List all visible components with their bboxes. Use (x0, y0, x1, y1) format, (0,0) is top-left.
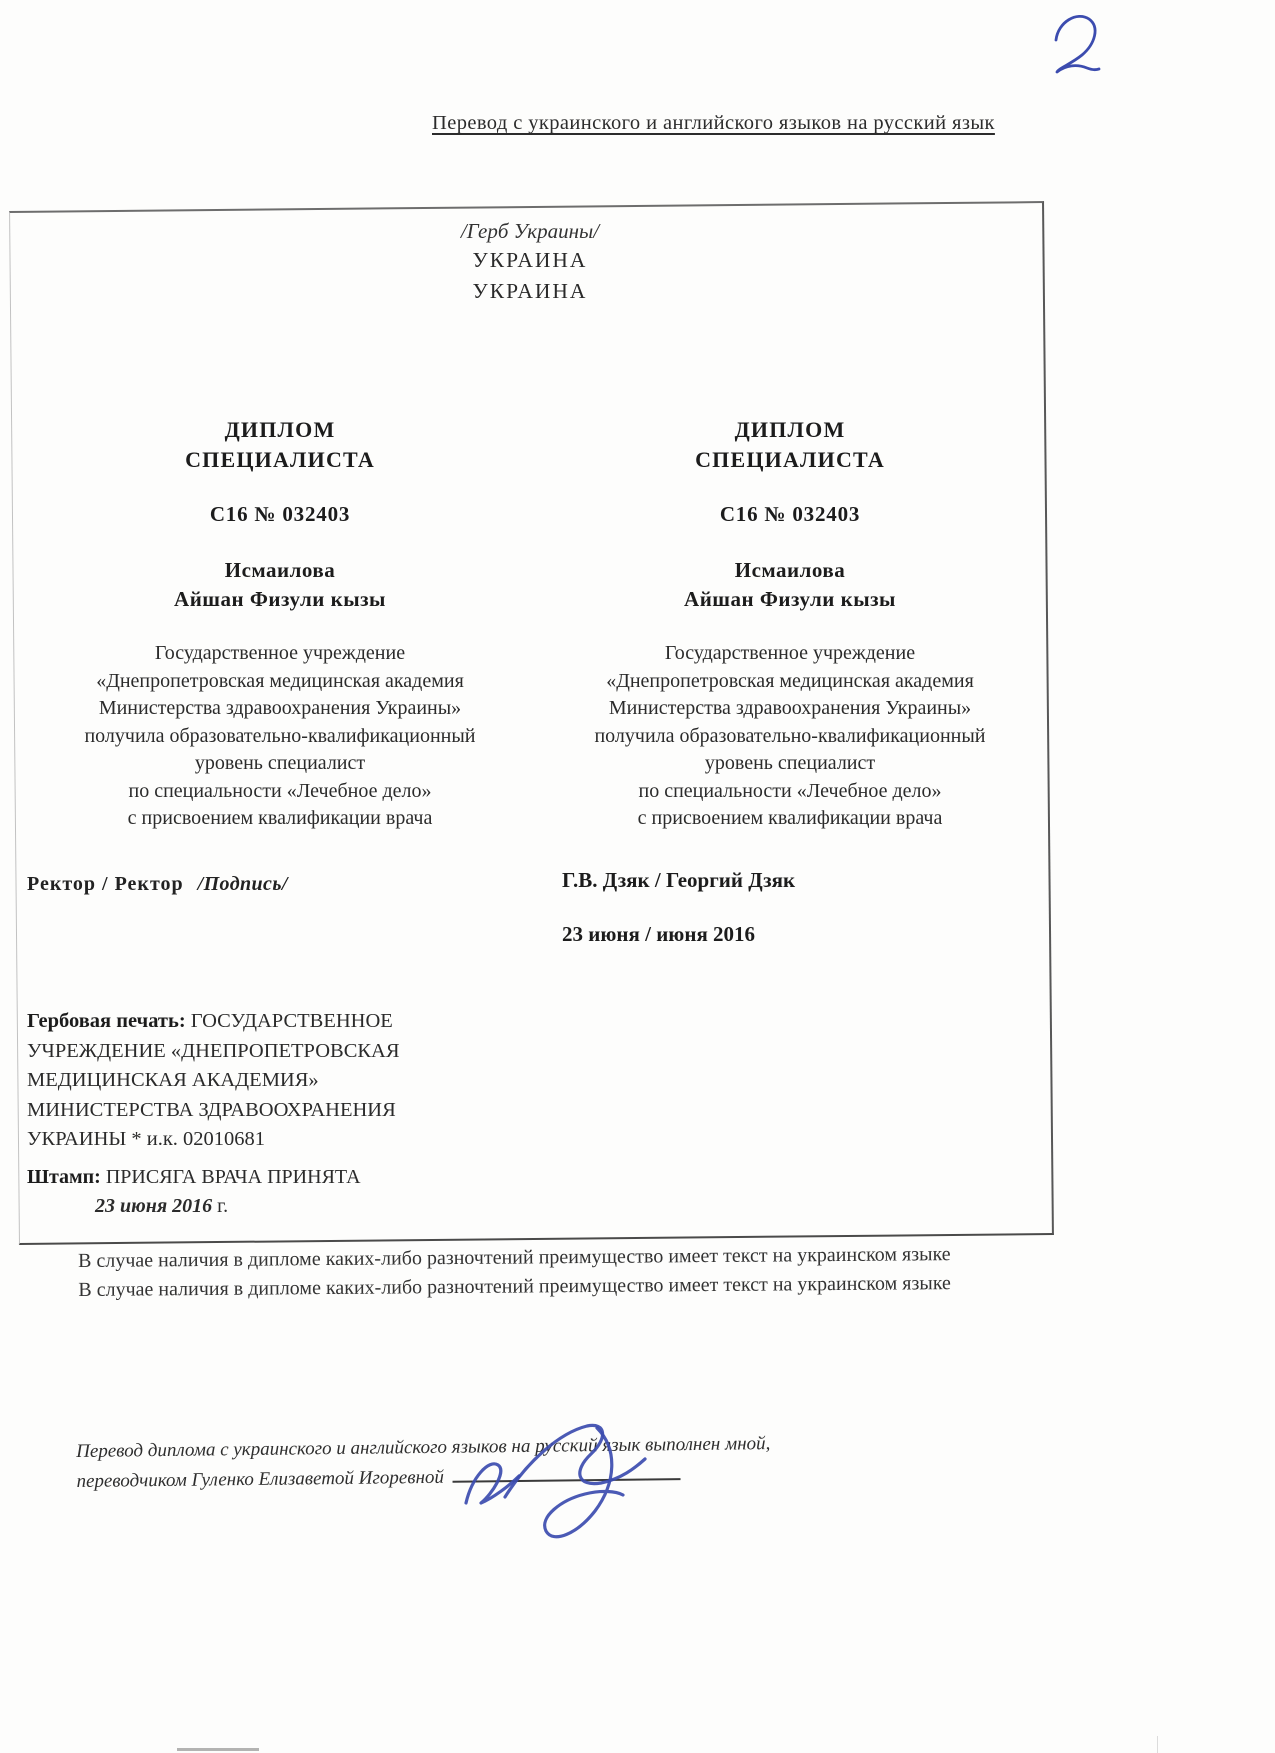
holder-name-line2: Айшан Физули кызы (174, 587, 386, 611)
diploma-body-line: уровень специалист (194, 752, 366, 774)
country-name-line1: УКРАИНА (472, 248, 588, 272)
stamp-description (27, 1163, 487, 1221)
diploma-body-line: получила образовательно-квалификационный (594, 724, 986, 747)
diploma-body-line: «Днепропетровская медицинская академия (96, 669, 464, 692)
diploma-body-line: с присвоением квалификации врача (127, 807, 433, 829)
translation-direction-title: Перевод с украинского и английского языков на русский язык (432, 112, 995, 134)
seal-line: МИНИСТЕРСТВА ЗДРАВООХРАНЕНИЯ (27, 1098, 396, 1121)
diploma-body (540, 640, 1040, 833)
diploma-body-line: Министерства здравоохранения Украины» (608, 697, 972, 719)
diploma-column-right (540, 415, 1040, 833)
doc-title-line2: СПЕЦИАЛИСТА (185, 447, 375, 472)
stamp-date: 23 июня 2016 (95, 1195, 213, 1217)
holder-name-line2: Айшан Физули кызы (684, 587, 896, 611)
rector-signature-line (27, 873, 288, 896)
serial-number: С16 № 032403 (209, 502, 351, 526)
doc-title-line1: ДИПЛОМ (734, 417, 846, 442)
translator-statement (76, 1428, 857, 1497)
rector-name-line: Г.В. Дзяк / Георгий Дзяк (562, 868, 796, 892)
diploma-body-line: по специальности «Лечебное дело» (128, 779, 432, 802)
scan-artifact-edge (1157, 1736, 1158, 1753)
doc-title (30, 415, 530, 475)
rector-label: Ректор / Ректор (27, 873, 184, 895)
serial-number: С16 № 032403 (719, 502, 861, 526)
seal-label: Гербовая печать: (27, 1010, 186, 1032)
stamp-line (27, 1163, 487, 1192)
emblem-note: /Герб Украины/ (460, 219, 600, 243)
holder-name (30, 556, 530, 614)
doc-title (540, 415, 1040, 475)
seal-text: ГОСУДАРСТВЕННОЕ (190, 1010, 393, 1032)
stamp-text: ПРИСЯГА ВРАЧА ПРИНЯТА (105, 1166, 361, 1188)
holder-name-line1: Исмаилова (224, 558, 336, 582)
disclaimer-line: В случае наличия в дипломе каких-либо разночтений преимущество имеет текст на украинском языке (78, 1243, 951, 1272)
seal-line (27, 1007, 487, 1037)
seal-description (27, 1007, 487, 1155)
handwritten-page-number (0, 0, 1275, 120)
seal-line: УЧРЕЖДЕНИЕ «ДНЕПРОПЕТРОВСКАЯ (27, 1039, 400, 1062)
translator-statement-line1: Перевод диплома с украинского и английского языков на русский язык выполнен мной, (76, 1433, 771, 1462)
country-name-line2: УКРАИНА (472, 279, 588, 303)
seal-line: МЕДИЦИНСКАЯ АКАДЕМИЯ» (27, 1069, 319, 1091)
translator-name-text: переводчиком Гуленко Елизаветой Игоревной (76, 1466, 445, 1492)
disclaimer-line: В случае наличия в дипломе каких-либо разночтений преимущество имеет текст на украинском языке (78, 1271, 951, 1301)
diploma-body (30, 640, 530, 833)
holder-name-line1: Исмаилова (734, 558, 846, 582)
diploma-body-line: уровень специалист (704, 752, 876, 774)
stamp-date-line (27, 1192, 487, 1221)
diploma-body-line: с присвоением квалификации врача (637, 807, 943, 829)
signature-underline (452, 1464, 680, 1483)
issue-date-line: 23 июня / июня 2016 (562, 922, 756, 946)
scan-artifact-bar (177, 1748, 259, 1751)
diploma-body-line: получила образовательно-квалификационный (84, 724, 476, 747)
diploma-body-line: Государственное учреждение (664, 642, 916, 664)
stamp-label: Штамп: (27, 1166, 101, 1188)
seal-line: УКРАИНЫ * и.к. 02010681 (27, 1128, 266, 1150)
doc-title-line2: СПЕЦИАЛИСТА (695, 447, 885, 472)
diploma-column-left (30, 415, 530, 833)
diploma-body-line: по специальности «Лечебное дело» (638, 779, 942, 802)
diploma-body-line: Министерства здравоохранения Украины» (98, 697, 462, 719)
stamp-date-suffix: г. (212, 1195, 229, 1217)
holder-name (540, 556, 1040, 614)
signature-placeholder-note: /Подпись/ (197, 873, 288, 895)
disclaimer-block (78, 1239, 1043, 1304)
diploma-body-line: «Днепропетровская медицинская академия (606, 669, 974, 692)
doc-title-line1: ДИПЛОМ (224, 417, 336, 442)
diploma-body-line: Государственное учреждение (154, 642, 406, 664)
